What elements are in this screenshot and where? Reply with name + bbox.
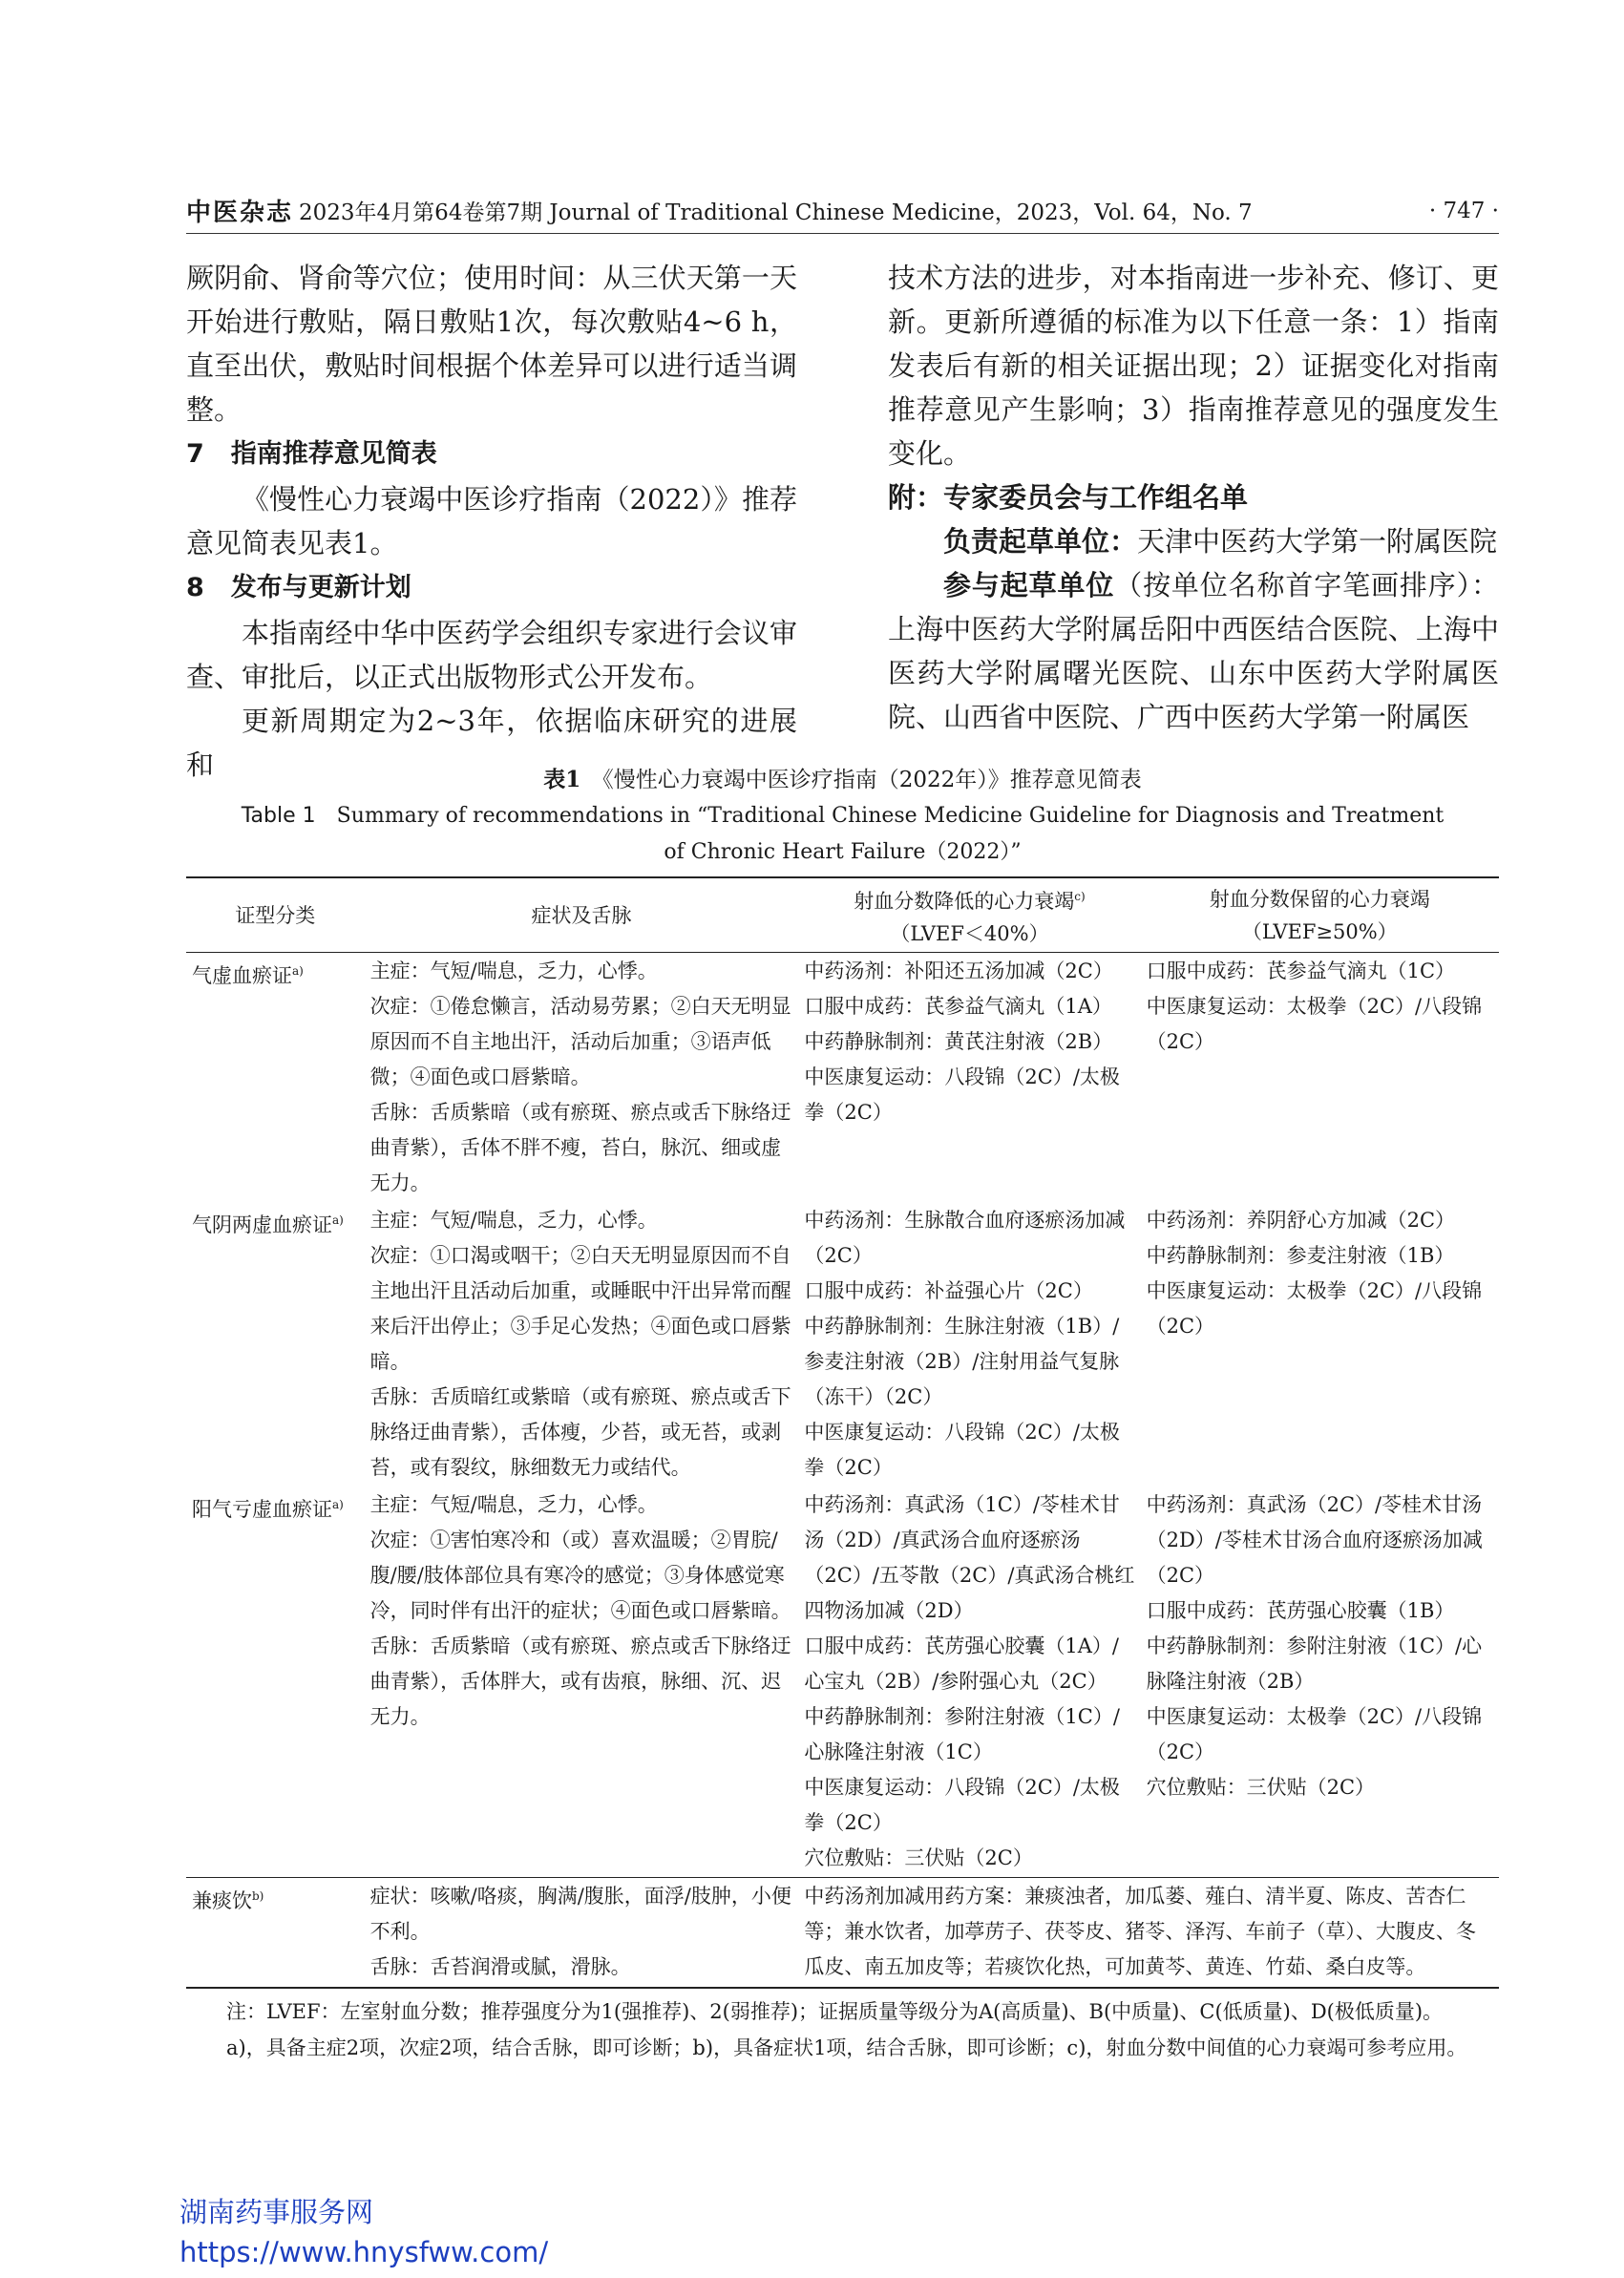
hfpef-cell-line: 中医康复运动：太极拳（2C）/八段锦（2C）	[1146, 1705, 1483, 1763]
symptoms-cell-line: 舌脉：舌质暗红或紫暗（或有瘀斑、瘀点或舌下脉络迂曲青紫），舌体瘦，少苔，或无苔，或剥苔，或有裂纹，脉细数无力或结代。	[369, 1385, 791, 1479]
symptoms-cell-line: 主症：气短/喘息，乏力，心悸。	[369, 960, 658, 982]
appendix-title: 附：专家委员会与工作组名单	[888, 481, 1249, 514]
paragraph: 《慢性心力衰竭中医诊疗指南（2022）》推荐意见简表见表1。	[186, 483, 797, 559]
hfpef-cell-line: 中药汤剂：养阴舒心方加减（2C）	[1146, 1209, 1456, 1232]
paragraph: 技术方法的进步，对本指南进一步补充、修订、更新。更新所遵循的标准为以下任意一条：1）指南发表后有新的相关证据出现；2）证据变化对指南推荐意见产生影响；3）指南推荐意见的强度发生变化。	[888, 262, 1499, 470]
header-hfref: 射血分数降低的心力衰竭$^{c)}$ （LVEF＜40%）	[798, 877, 1140, 953]
hfref-cell	[798, 1487, 1140, 1878]
hfref-cell-line: 中医康复运动：八段锦（2C）/太极拳（2C）	[804, 1065, 1120, 1124]
syndrome-type-cell: 兼痰饮$^{b)}$	[186, 1878, 365, 1989]
table-caption-cn: 表1 《慢性心力衰竭中医诊疗指南（2022年）》推荐意见简表	[543, 767, 1142, 792]
syndrome-type-cell: 阳气亏虚血瘀证$^{a)}$	[186, 1487, 365, 1878]
hfref-cell-line: 口服中成药：芪苈强心胶囊（1A）/心宝丸（2B）/参附强心丸（2C）	[804, 1635, 1120, 1693]
hfref-cell-line: 中医康复运动：八段锦（2C）/太极拳（2C）	[804, 1421, 1120, 1479]
lead-drafting-unit: 负责起草单位：天津中医药大学第一附属医院	[943, 525, 1498, 558]
hfpef-cell	[1141, 1487, 1499, 1878]
table-header-row	[186, 877, 1499, 953]
phlegm-treatment-cell: 中药汤剂加减用药方案：兼痰浊者，加瓜蒌、薤白、清半夏、陈皮、苦杏仁等；兼水饮者，加葶苈子、茯苓皮、猪苓、泽泻、车前子（草）、大腹皮、冬瓜皮、南五加皮等；若痰饮化热，可加黄芩、黄连、竹茹、桑白皮等。	[798, 1878, 1499, 1989]
symptoms-cell-line: 次症：①倦怠懒言，活动易劳累；②白天无明显原因而不自主地出汗，活动后加重；③语声低微；④面色或口唇紫暗。	[369, 995, 791, 1088]
hfpef-cell-line: 口服中成药：芪参益气滴丸（1C）	[1146, 960, 1456, 982]
section-heading-8: 8 发布与更新计划	[186, 573, 411, 602]
table-row	[186, 1878, 1499, 1989]
right-column	[888, 256, 1499, 739]
hfref-cell-line: 中药静脉制剂：参附注射液（1C）/心脉隆注射液（1C）	[804, 1705, 1120, 1763]
hfref-cell-line: 中医康复运动：八段锦（2C）/太极拳（2C）	[804, 1776, 1120, 1834]
hfpef-cell-line: 中药静脉制剂：参附注射液（1C）/心脉隆注射液（2B）	[1146, 1635, 1483, 1693]
journal-name: 中医杂志	[186, 198, 294, 227]
header-rule	[186, 233, 1499, 234]
symptoms-cell-line: 主症：气短/喘息，乏力，心悸。	[369, 1493, 658, 1516]
hfref-cell-line: 中药汤剂：补阳还五汤加减（2C）	[804, 960, 1113, 982]
symptoms-cell	[365, 953, 799, 1203]
table-row	[186, 1202, 1499, 1487]
symptoms-cell	[365, 1487, 799, 1878]
paragraph: 更新周期定为2~3年，依据临床研究的进展和	[186, 705, 797, 781]
hfpef-cell-line: 中医康复运动：太极拳（2C）/八段锦（2C）	[1146, 995, 1483, 1053]
symptoms-cell-line: 舌脉：舌质紫暗（或有瘀斑、瘀点或舌下脉络迂曲青紫），舌体胖大，或有齿痕，脉细、沉、迟无力。	[369, 1635, 791, 1728]
table-row	[186, 1487, 1499, 1878]
table-body	[186, 953, 1499, 1989]
header-hfpef: 射血分数保留的心力衰竭 （LVEF≥50%）	[1141, 877, 1499, 953]
hfref-cell	[798, 1202, 1140, 1487]
hfref-cell-line: 中药静脉制剂：黄芪注射液（2B）	[804, 1030, 1113, 1053]
table-note: a)，具备主症2项，次症2项，结合舌脉，即可诊断；b)，具备症状1项，结合舌脉，即可诊断；c)，射血分数中间值的心力衰竭可参考应用。	[226, 2036, 1467, 2059]
syndrome-type-cell: 气阴两虚血瘀证$^{a)}$	[192, 1213, 344, 1236]
site-name: 湖南药事服务网	[179, 2196, 374, 2228]
hfref-cell-line: 口服中成药：芪参益气滴丸（1A）	[804, 995, 1112, 1018]
hfpef-cell-line: 中药汤剂：真武汤（2C）/苓桂术甘汤（2D）/苓桂术甘汤合血府逐瘀汤加减（2C）	[1146, 1493, 1483, 1587]
symptoms-cell-line: 舌脉：舌苔润滑或腻，滑脉。	[369, 1955, 631, 1978]
site-url[interactable]: https://www.hnysfww.com/	[179, 2236, 549, 2268]
participating-units: 参与起草单位（按单位名称首字笔画排序）：上海中医药大学附属岳阳中西医结合医院、上海中医药大学附属曙光医院、山东中医药大学附属医院、山西省中医院、广西中医药大学第一附属医	[888, 569, 1499, 733]
table-caption-en: Table 1 Summary of recommendations in “Traditional Chinese Medicine Guideline for Diagnosis and Treatment	[241, 804, 1445, 828]
page-number: · 747 ·	[1428, 199, 1499, 223]
syndrome-type-cell: 气虚血瘀证$^{a)}$	[192, 964, 304, 987]
symptoms-cell-line: 症状：咳嗽/咯痰，胸满/腹胀，面浮/肢肿，小便不利。	[369, 1885, 791, 1943]
hfpef-cell-line: 中药静脉制剂：参麦注射液（1B）	[1146, 1244, 1455, 1267]
section-heading-7: 7 指南推荐意见简表	[186, 439, 437, 469]
symptoms-cell	[365, 1202, 799, 1487]
table-note: 注：LVEF：左室射血分数；推荐强度分为1(强推荐)、2(弱推荐)；证据质量等级分为A(高质量)、B(中质量)、C(低质量)、D(极低质量)。	[226, 2000, 1444, 2023]
hfref-cell	[798, 953, 1140, 1203]
symptoms-cell	[365, 1878, 799, 1989]
table-notes	[186, 1993, 1499, 2066]
symptoms-cell-line: 次症：①害怕寒冷和（或）喜欢温暖；②胃脘/腹/腰/肢体部位具有寒冷的感觉；③身体感觉寒冷，同时伴有出汗的症状；④面色或口唇紫暗。	[369, 1529, 791, 1622]
hfpef-cell	[1141, 1202, 1499, 1487]
symptoms-cell-line: 舌脉：舌质紫暗（或有瘀斑、瘀点或舌下脉络迂曲青紫），舌体不胖不瘦，苔白，脉沉、细或虚无力。	[369, 1101, 791, 1194]
hfref-cell-line: 口服中成药：补益强心片（2C）	[804, 1279, 1093, 1302]
symptoms-cell-line: 主症：气短/喘息，乏力，心悸。	[369, 1209, 658, 1232]
table-caption	[186, 762, 1499, 871]
hfref-cell-line: 穴位敷贴：三伏贴（2C）	[804, 1846, 1033, 1869]
hfref-cell-line: 中药静脉制剂：生脉注射液（1B）/参麦注射液（2B）/注射用益气复脉（冻干）（2C）	[804, 1315, 1120, 1408]
left-column	[186, 256, 797, 787]
hfpef-cell-line: 中医康复运动：太极拳（2C）/八段锦（2C）	[1146, 1279, 1483, 1338]
hfpef-cell	[1141, 953, 1499, 1203]
issue-info: 2023年4月第64卷第7期 Journal of Traditional Chinese Medicine，2023，Vol. 64，No. 7	[299, 200, 1253, 225]
header-syndrome-type: 证型分类	[186, 877, 365, 953]
recommendation-table	[186, 876, 1499, 1989]
table-caption-en-cont: of Chronic Heart Failure（2022）”	[664, 840, 1022, 864]
hfref-cell-line: 中药汤剂：生脉散合血府逐瘀汤加减（2C）	[804, 1209, 1126, 1267]
hfpef-cell-line: 穴位敷贴：三伏贴（2C）	[1146, 1776, 1376, 1799]
hfref-cell-line: 中药汤剂：真武汤（1C）/苓桂术甘汤（2D）/真武汤合血府逐瘀汤（2C）/五苓散（2C）/真武汤合桃红四物汤加减（2D）	[804, 1493, 1135, 1622]
paragraph: 本指南经中华中医药学会组织专家进行会议审查、审批后，以正式出版物形式公开发布。	[186, 617, 797, 693]
header-symptoms: 症状及舌脉	[365, 877, 799, 953]
paragraph: 厥阴俞、肾俞等穴位；使用时间：从三伏天第一天开始进行敷贴，隔日敷贴1次，每次敷贴4~6 h，直至出伏，敷贴时间根据个体差异可以进行适当调整。	[186, 262, 797, 426]
running-header	[186, 191, 1499, 229]
symptoms-cell-line: 次症：①口渴或咽干；②白天无明显原因而不自主地出汗且活动后加重，或睡眠中汗出异常而醒来后汗出停止；③手足心发热；④面色或口唇紫暗。	[369, 1244, 791, 1373]
hfpef-cell-line: 口服中成药：芪苈强心胶囊（1B）	[1146, 1599, 1455, 1622]
table-row	[186, 953, 1499, 1203]
watermark-footer	[179, 2192, 548, 2272]
